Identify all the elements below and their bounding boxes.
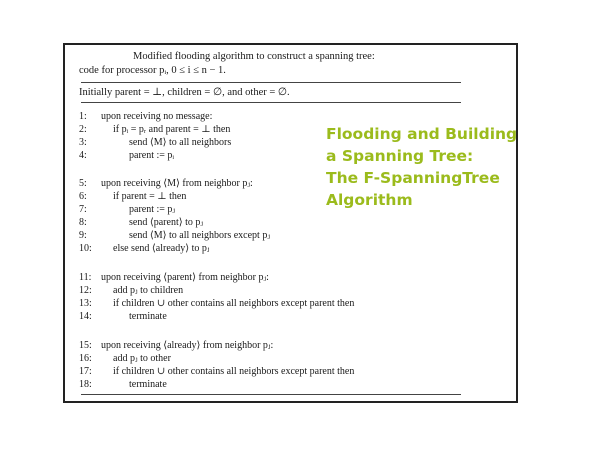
slide-title bbox=[326, 123, 526, 211]
code-line: 6: if parent = ⊥ then bbox=[79, 191, 187, 202]
slide-title-line: Flooding and Building bbox=[326, 125, 518, 143]
code-line: 18: terminate bbox=[79, 379, 167, 390]
code-line: 5: upon receiving ⟨M⟩ from neighbor pⱼ: bbox=[79, 178, 253, 189]
code-line: 12: add pⱼ to children bbox=[79, 285, 184, 296]
code-line: 16: add pⱼ to other bbox=[79, 353, 171, 364]
slide-title-line: Algorithm bbox=[326, 191, 413, 209]
footer-divider bbox=[81, 394, 461, 395]
initialization-line: Initially parent = ⊥, children = ∅, and other = ∅. bbox=[79, 87, 290, 98]
code-line: 10: else send ⟨already⟩ to pⱼ bbox=[79, 243, 210, 254]
code-line: 7: parent := pⱼ bbox=[79, 204, 176, 215]
code-line: 9: send ⟨M⟩ to all neighbors except pⱼ bbox=[79, 230, 270, 241]
code-line: 8: send ⟨parent⟩ to pⱼ bbox=[79, 217, 204, 228]
slide-title-line: a Spanning Tree: bbox=[326, 147, 474, 165]
slide-title-line: The F-SpanningTree bbox=[326, 169, 500, 187]
algorithm-caption: Modified flooding algorithm to construct a spanning tree: bbox=[133, 51, 375, 62]
code-line: 3: send ⟨M⟩ to all neighbors bbox=[79, 137, 232, 148]
init-divider bbox=[81, 102, 461, 103]
code-line: 1: upon receiving no message: bbox=[79, 111, 213, 122]
code-line: 11: upon receiving ⟨parent⟩ from neighbor pⱼ: bbox=[79, 272, 269, 283]
code-line: 15: upon receiving ⟨already⟩ from neighbor pⱼ: bbox=[79, 340, 274, 351]
code-line: 4: parent := pᵢ bbox=[79, 150, 175, 161]
code-line: 13: if children ∪ other contains all neighbors except parent then bbox=[79, 298, 355, 309]
slide-frame bbox=[63, 43, 518, 403]
header-divider bbox=[81, 82, 461, 83]
code-line: 17: if children ∪ other contains all neighbors except parent then bbox=[79, 366, 355, 377]
code-line: 2: if pᵢ = pᵣ and parent = ⊥ then bbox=[79, 124, 231, 135]
algorithm-subcaption: code for processor pᵢ, 0 ≤ i ≤ n − 1. bbox=[79, 65, 226, 76]
code-line: 14: terminate bbox=[79, 311, 167, 322]
